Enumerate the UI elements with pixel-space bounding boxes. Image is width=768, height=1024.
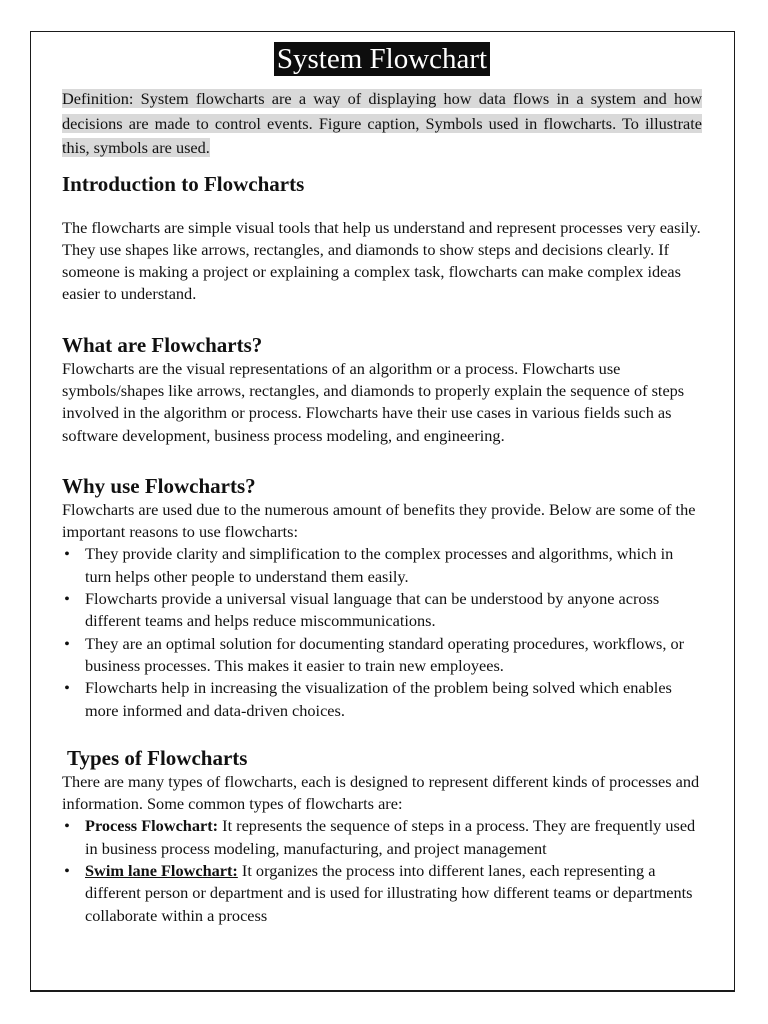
- list-item-text: They provide clarity and simplification to the complex processes and algorithms, which in turn helps other people to understand them easily.: [85, 544, 674, 586]
- types-bullet-list: [62, 815, 702, 926]
- list-item: [62, 677, 702, 722]
- bullet-icon: •: [64, 861, 70, 881]
- why-bullet-list: [62, 543, 702, 721]
- list-item-text: Flowcharts help in increasing the visualization of the problem being solved which enables more informed and data-driven choices.: [85, 678, 672, 720]
- document-page: [30, 31, 735, 992]
- heading-why-use-flowcharts: Why use Flowcharts?: [62, 473, 256, 498]
- intro-paragraph: The flowcharts are simple visual tools that help us understand and represent processes very easily. They use shapes like arrows, rectangles, and diamonds to show steps and decisions clearly. If someone is making a project or explaining a complex task, flowcharts can make complex ideas easier to understand.: [62, 217, 701, 304]
- title-wrapper: [62, 42, 702, 76]
- process-flowchart-text: It represents the sequence of steps in a process. They are frequently used in business process modeling, manufacturing, and project management: [85, 816, 696, 858]
- swim-lane-flowchart-term: Swim lane Flowchart:: [85, 861, 238, 881]
- process-flowchart-term: Process Flowchart:: [85, 816, 219, 836]
- list-item: [62, 815, 702, 860]
- bullet-icon: •: [64, 633, 70, 653]
- bullet-icon: •: [64, 589, 70, 609]
- swim-lane-flowchart-text: It organizes the process into different lanes, each representing a different person or department and is used for illustrating how different teams or departments collaborate within a process: [85, 861, 693, 925]
- heading-what-are-flowcharts: What are Flowcharts?: [62, 332, 263, 357]
- heading-introduction: Introduction to Flowcharts: [62, 171, 305, 196]
- list-item-text: Flowcharts provide a universal visual language that can be understood by anyone across different teams and helps reduce miscommunications.: [85, 589, 660, 631]
- page-title: System Flowchart: [274, 42, 490, 76]
- bullet-icon: •: [64, 544, 70, 564]
- bullet-icon: •: [64, 816, 70, 836]
- list-item: [62, 860, 702, 927]
- list-item: [62, 543, 702, 588]
- types-paragraph: There are many types of flowcharts, each is designed to represent different kinds of processes and information. Some common types of flowcharts are:: [62, 771, 700, 814]
- list-item-text: They are an optimal solution for documenting standard operating procedures, workflows, or business processes. This makes it easier to train new employees.: [85, 633, 685, 675]
- why-paragraph: Flowcharts are used due to the numerous amount of benefits they provide. Below are some of the important reasons to use flowcharts:: [62, 499, 696, 542]
- bullet-icon: •: [64, 678, 70, 698]
- list-item: [62, 588, 702, 633]
- what-paragraph: Flowcharts are the visual representations of an algorithm or a process. Flowcharts use symbols/shapes like arrows, rectangles, and diamonds to properly explain the sequence of steps involved in the algorithm or process. Flowcharts have their use cases in various fields such as software development, business process modeling, and engineering.: [62, 358, 685, 445]
- definition-text: Definition: System flowcharts are a way of displaying how data flows in a system and how decisions are made to control events. Figure caption, Symbols used in flowcharts. To illustrate this, symbols are used.: [62, 89, 702, 157]
- list-item: [62, 633, 702, 678]
- definition-paragraph: [62, 87, 702, 161]
- heading-types-of-flowcharts: Types of Flowcharts: [67, 745, 248, 770]
- document-content: [62, 42, 702, 927]
